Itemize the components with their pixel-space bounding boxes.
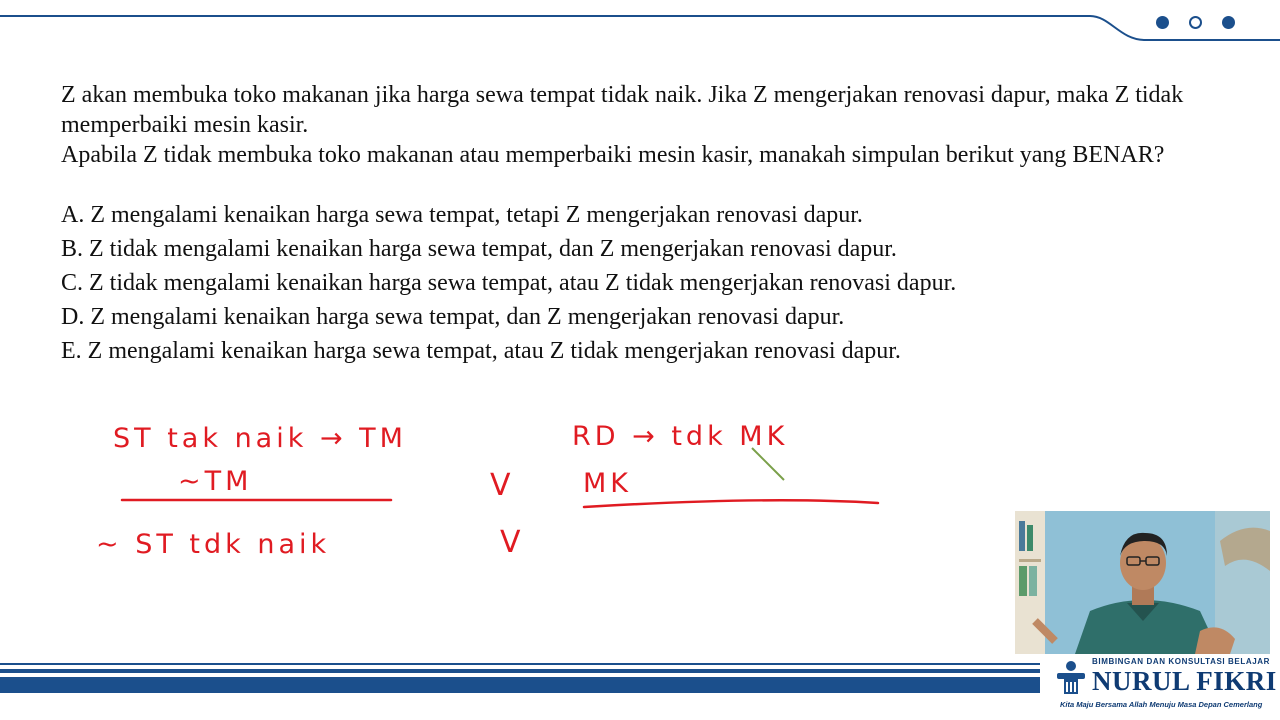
question-premise: Z akan membuka toko makanan jika harga sewa tempat tidak naik. Jika Z mengerjakan renovasi dapur, maka Z tidak memperbaiki mesin kasir. (61, 82, 1184, 138)
annotation-check-2: V (500, 525, 525, 560)
presenter-video-frame (1015, 511, 1270, 654)
annotation-left-premise: ST tak naik → TM (113, 423, 407, 454)
option-e: E. Z mengalami kenaikan harga sewa tempat, atau Z tidak mengerjakan renovasi dapur. (61, 338, 901, 364)
logo-tagline: BIMBINGAN DAN KONSULTASI BELAJAR (1092, 657, 1271, 666)
annotation-right-underline (584, 500, 878, 507)
presenter-webcam (1015, 511, 1270, 654)
option-c: C. Z tidak mengalami kenaikan harga sewa tempat, atau Z tidak mengerjakan renovasi dapur. (61, 270, 957, 296)
option-d: D. Z mengalami kenaikan harga sewa tempat, dan Z mengerjakan renovasi dapur. (61, 304, 845, 330)
nurul-fikri-logo-icon (1054, 660, 1088, 696)
option-a: A. Z mengalami kenaikan harga sewa tempat, tetapi Z mengerjakan renovasi dapur. (61, 202, 863, 228)
logo-name: NURUL FIKRI (1092, 666, 1277, 696)
annotation-left-conclusion: ~ ST tdk naik (96, 529, 331, 560)
annotation-left-negation: ~TM (178, 466, 253, 497)
annotation-right-fact: MK (583, 468, 633, 499)
annotation-check-1: V (490, 468, 515, 503)
brand-logo (1050, 656, 1275, 716)
pen-cursor (752, 448, 784, 480)
option-b: B. Z tidak mengalami kenaikan harga sewa tempat, dan Z mengerjakan renovasi dapur. (61, 236, 897, 262)
question-prompt: Apabila Z tidak membuka toko makanan atau memperbaiki mesin kasir, manakah simpulan berikut yang BENAR? (61, 142, 1165, 168)
annotation-right-premise: RD → tdk MK (572, 421, 789, 452)
logo-motto: Kita Maju Bersama Allah Menuju Masa Depan Cemerlang (1060, 700, 1263, 709)
